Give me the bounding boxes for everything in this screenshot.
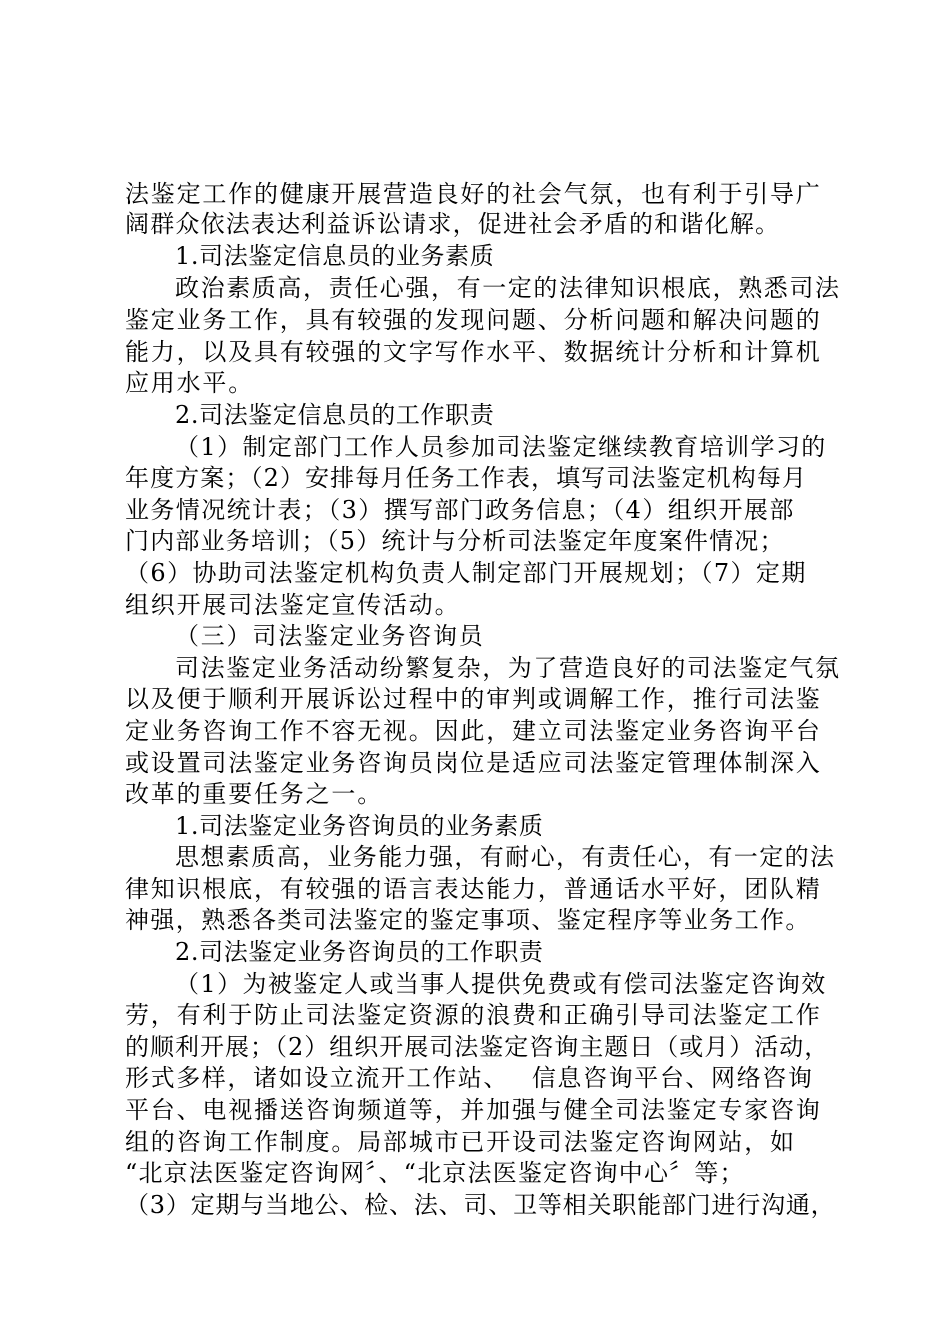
- text-line: 阔群众依法表达利益诉讼请求，促进社会矛盾的和谐化解。: [125, 210, 781, 238]
- text-line: 律知识根底，有较强的语言表达能力，普通话水平好，团队精: [125, 875, 822, 903]
- text-line: 神强，熟悉各类司法鉴定的鉴定事项、鉴定程序等业务工作。: [125, 906, 811, 934]
- text-line: 的顺利开展；（2）组织开展司法鉴定咨询主题日（或月）活动，: [125, 1033, 830, 1061]
- text-line: 定业务咨询工作不容无视。因此，建立司法鉴定业务咨询平台: [125, 717, 822, 745]
- text-line: 或设置司法鉴定业务咨询员岗位是适应司法鉴定管理体制深入: [125, 749, 822, 777]
- text-line: 应用水平。: [125, 369, 254, 397]
- text-line: 鉴定业务工作，具有较强的发现问题、分析问题和解决问题的: [125, 306, 822, 334]
- text-line: 组的咨询工作制度。局部城市已开设司法鉴定咨询网站，如: [125, 1128, 796, 1156]
- text-line: （1）制定部门工作人员参加司法鉴定继续教育培训学习的: [175, 433, 827, 461]
- text-line: 门内部业务培训；（5）统计与分析司法鉴定年度案件情况；: [125, 527, 785, 555]
- text-line: 改革的重要任务之一。: [125, 780, 383, 808]
- section-heading: 2.司法鉴定业务咨询员的工作职责: [175, 938, 544, 966]
- text-line: 平台、电视播送咨询频道等，并加强与健全司法鉴定专家咨询: [125, 1096, 822, 1124]
- section-heading: （三）司法鉴定业务咨询员: [175, 622, 485, 650]
- text-line: 思想素质高，业务能力强，有耐心，有责任心，有一定的法: [175, 843, 836, 871]
- text-line: （6）协助司法鉴定机构负责人制定部门开展规划；（7）定期: [125, 559, 807, 587]
- text-line: 法鉴定工作的健康开展营造良好的社会气氛，也有利于引导广: [125, 180, 822, 208]
- section-heading: 1.司法鉴定业务咨询员的业务素质: [175, 812, 544, 840]
- text-line: 年度方案；（2）安排每月任务工作表，填写司法鉴定机构每月: [125, 464, 808, 492]
- text-line: 形式多样，诸如设立流开工作站、 信息咨询平台、网络咨询: [125, 1064, 814, 1092]
- section-heading: 2.司法鉴定信息员的工作职责: [175, 401, 495, 429]
- text-line: “北京法医鉴定咨询网〞、“北京法医鉴定咨询中心〞等；: [125, 1159, 745, 1187]
- text-line: 司法鉴定业务活动纷繁复杂，为了营造良好的司法鉴定气氛: [175, 654, 841, 682]
- text-line: 业务情况统计表；（3）撰写部门政务信息；（4）组织开展部: [125, 496, 795, 524]
- text-line: （1）为被鉴定人或当事人提供免费或有偿司法鉴定咨询效: [175, 970, 827, 998]
- text-line: （3）定期与当地公、检、法、司、卫等相关职能部门进行沟通，: [125, 1191, 836, 1219]
- text-line: 劳，有利于防止司法鉴定资源的浪费和正确引导司法鉴定工作: [125, 1001, 822, 1029]
- text-line: 政治素质高，责任心强，有一定的法律知识根底，熟悉司法: [175, 274, 841, 302]
- text-line: 以及便于顺利开展诉讼过程中的审判或调解工作，推行司法鉴: [125, 685, 822, 713]
- text-line: 能力，以及具有较强的文字写作水平、数据统计分析和计算机: [125, 338, 822, 366]
- section-heading: 1.司法鉴定信息员的业务素质: [175, 242, 495, 270]
- text-line: 组织开展司法鉴定宣传活动。: [125, 591, 461, 619]
